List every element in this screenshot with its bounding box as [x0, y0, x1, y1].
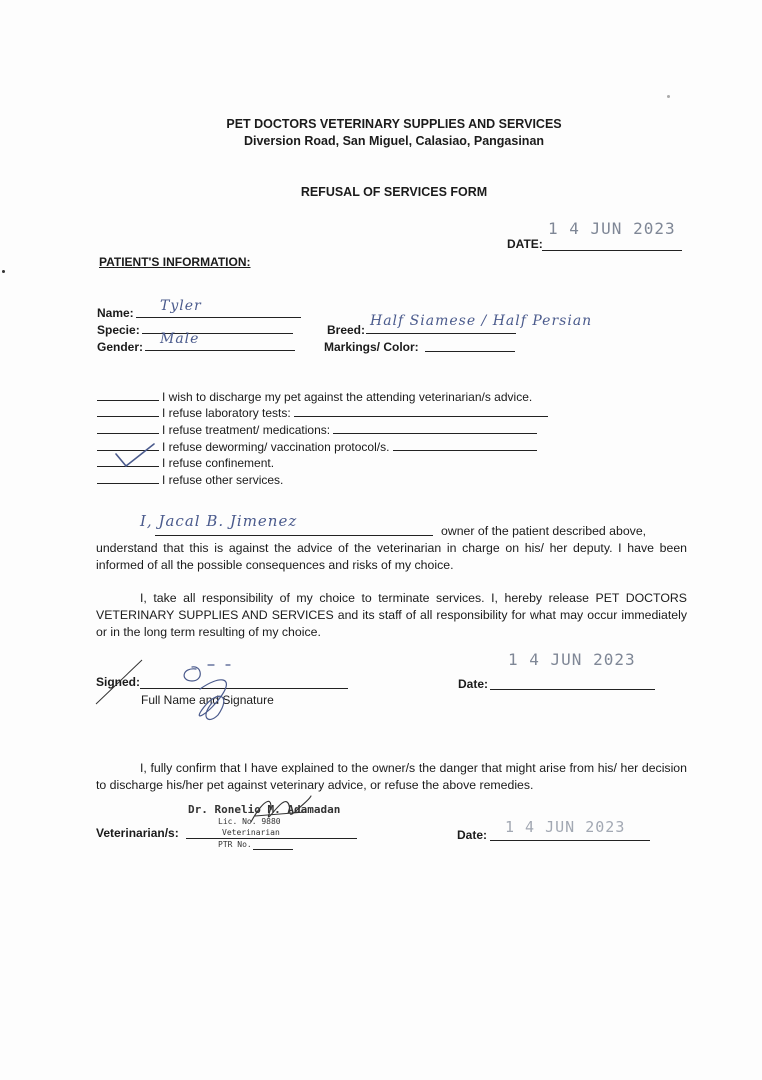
signature-date-stamp: 1 4 JUN 2023	[508, 650, 636, 669]
option-checkbox[interactable]	[97, 389, 159, 401]
gender-label: Gender:	[97, 340, 144, 354]
name-value: Tyler	[160, 298, 202, 314]
option-other[interactable]	[97, 472, 283, 488]
vet-stamp-license: Lic. No. 9880	[218, 817, 281, 826]
scan-speck	[667, 95, 670, 98]
confirm-paragraph: I, fully confirm that I have explained to the owner/s the danger that might arise from his/ her decision to discharge his/her pet against veterinary advice, or refuse the above remedies.	[96, 761, 687, 792]
breed-value: Half Siamese / Half Persian	[370, 313, 593, 329]
vet-stamp-ptr: PTR No.	[218, 840, 252, 849]
vet-date-line	[490, 840, 650, 841]
owner-statement-tail: owner of the patient described above,	[441, 524, 647, 538]
name-label: Name:	[97, 306, 134, 320]
patient-section-title: PATIENT'S INFORMATION:	[99, 255, 251, 269]
gender-value: Male	[160, 331, 200, 347]
option-label: I refuse treatment/ medications:	[162, 423, 331, 437]
option-deworming[interactable]	[97, 439, 537, 455]
date-top-stamp: 1 4 JUN 2023	[548, 219, 676, 238]
gender-line	[145, 350, 295, 351]
option-treatment[interactable]	[97, 422, 537, 438]
option-checkbox[interactable]	[97, 405, 159, 417]
name-line	[136, 317, 301, 318]
veterinarian-label: Veterinarian/s:	[96, 826, 179, 840]
owner-name-value: I, Jacal B. Jimenez	[140, 512, 298, 530]
signature-date-line	[490, 689, 655, 690]
vet-ptr-line	[253, 849, 293, 850]
option-lab-tests[interactable]	[97, 405, 548, 421]
option-label: I refuse other services.	[162, 473, 284, 487]
breed-label: Breed:	[327, 323, 366, 337]
markings-line	[425, 351, 515, 352]
vet-signature-icon	[245, 792, 315, 832]
pen-stroke-icon	[94, 656, 146, 708]
signed-label: Signed:	[96, 675, 140, 689]
clinic-address: Diversion Road, San Miguel, Calasiao, Pangasinan	[243, 134, 545, 148]
option-discharge[interactable]	[97, 389, 532, 405]
check-mark-icon	[112, 440, 158, 470]
owner-name-line	[155, 535, 433, 536]
option-label: I refuse laboratory tests:	[162, 406, 291, 420]
responsibility-paragraph: I, take all responsibility of my choice to terminate services. I, hereby release PET DOCTORS VETERINARY SUPPLIES AND SERVICES and its staff of all responsibility for what may occur immediately or in the long term resulting of my choice.	[96, 591, 687, 639]
full-name-caption: Full Name and Signature	[141, 693, 274, 707]
vet-date-label: Date:	[457, 828, 488, 842]
vet-date-stamp: 1 4 JUN 2023	[505, 818, 626, 836]
date-top-label: DATE:	[507, 237, 543, 251]
scan-speck	[2, 270, 5, 273]
option-checkbox[interactable]	[97, 472, 159, 484]
markings-label: Markings/ Color:	[324, 340, 419, 354]
signature-date-label: Date:	[458, 677, 489, 691]
vet-stamp-title: Veterinarian	[222, 828, 280, 837]
option-label: I refuse deworming/ vaccination protocol/s.	[162, 440, 390, 454]
form-title: REFUSAL OF SERVICES FORM	[300, 185, 488, 199]
date-top-line	[542, 250, 682, 251]
option-checkbox[interactable]	[97, 422, 159, 434]
option-label: I refuse confinement.	[162, 456, 275, 470]
option-label: I wish to discharge my pet against the attending veterinarian/s advice.	[162, 390, 533, 404]
owner-statement-rest: understand that this is against the advice of the veterinarian in charge on his/ her deputy. I have been informed of all the possible consequences and risks of my choice.	[96, 541, 687, 572]
owner-signature-icon	[170, 655, 270, 725]
clinic-name: PET DOCTORS VETERINARY SUPPLIES AND SERVICES	[226, 117, 562, 131]
vet-stamp-name: Dr. Ronelio M. Adamadan	[188, 803, 341, 816]
veterinarian-line	[186, 838, 357, 839]
breed-line	[366, 333, 516, 334]
specie-label: Specie:	[97, 323, 140, 337]
